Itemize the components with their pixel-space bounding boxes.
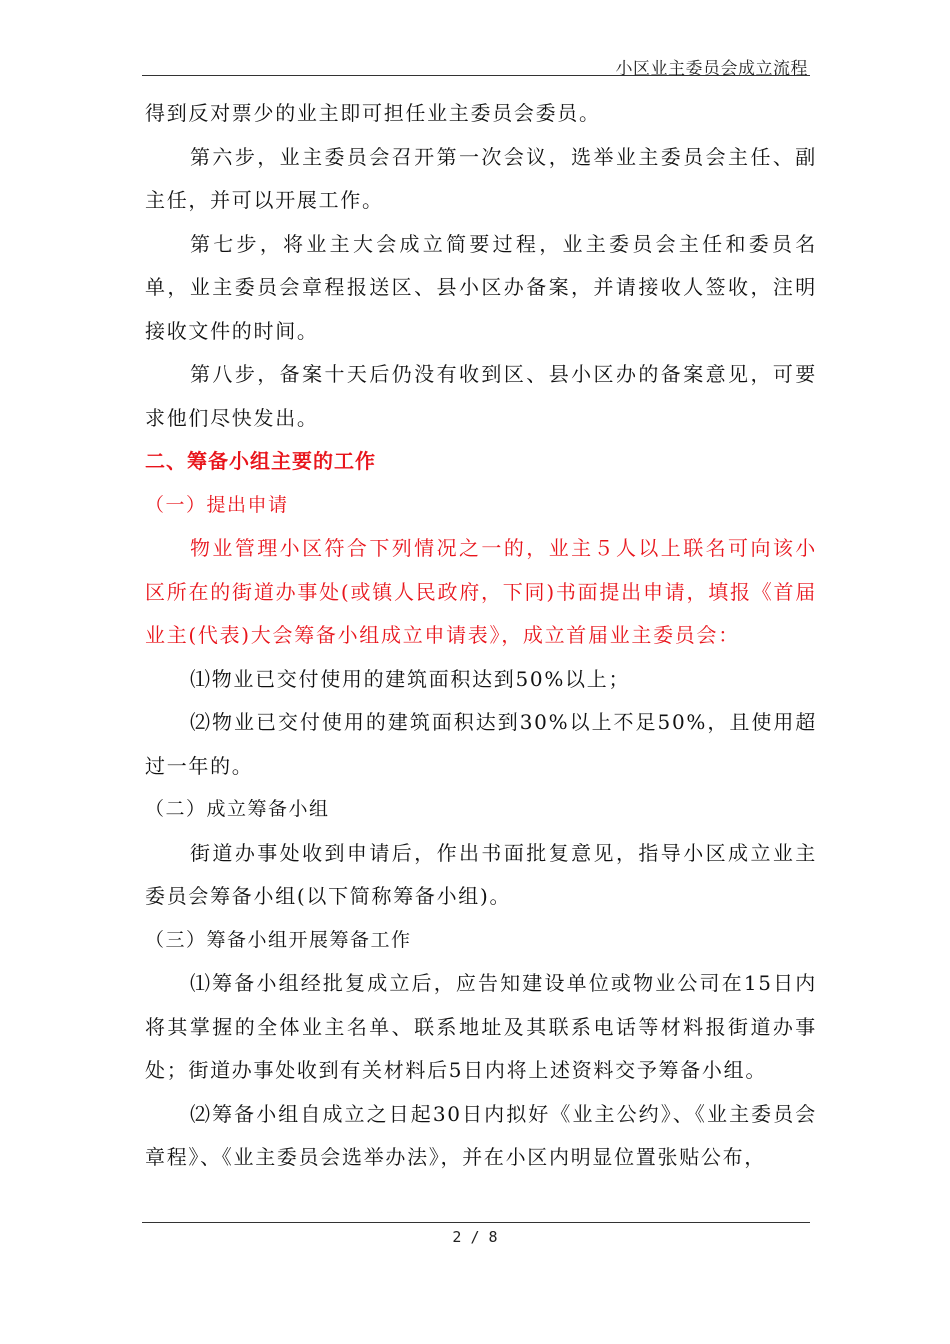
paragraph-step-seven: 第七步，将业主大会成立简要过程，业主委员会主任和委员名单，业主委员会章程报送区、县小区办备案，并请接收人签收，注明接收文件的时间。 [145, 231, 817, 343]
subheading-establish-group: （二）成立筹备小组 [145, 798, 330, 820]
page-number: 2 / 8 [452, 1228, 498, 1246]
paragraph-continuation: 得到反对票少的业主即可担任业主委员会委员。 [145, 101, 601, 125]
header-divider [142, 75, 810, 76]
subheading-group-work: （三）筹备小组开展筹备工作 [145, 928, 412, 951]
footer-divider [142, 1222, 810, 1223]
list-item-condition-1: ⑴物业已交付使用的建筑面积达到50%以上； [190, 666, 631, 691]
list-item-work-1: ⑴筹备小组经批复成立后，应告知建设单位或物业公司在15日内将其掌握的全体业主名单、联系地址及其联系电话等材料报街道办事处；街道办事处收到有关材料后5日内将上述资料交予筹备小组。 [145, 971, 817, 1082]
paragraph-street-office: 街道办事处收到申请后，作出书面批复意见，指导小区成立业主委员会筹备小组(以下简称筹备小组)。 [145, 840, 817, 908]
paragraph-step-eight: 第八步，备案十天后仍没有收到区、县小区办的备案意见，可要求他们尽快发出。 [145, 362, 817, 430]
paragraph-step-six: 第六步，业主委员会召开第一次会议，选举业主委员会主任、副主任，并可以开展工作。 [145, 144, 817, 212]
document-body [145, 92, 817, 1180]
document-header-title: 小区业主委员会成立流程 [615, 59, 808, 79]
section-heading-preparatory-work: 二、筹备小组主要的工作 [145, 449, 376, 473]
list-item-work-2: ⑵筹备小组自成立之日起30日内拟好《业主公约》、《业主委员会章程》、《业主委员会选举办法》，并在小区内明显位置张贴公布， [145, 1101, 817, 1169]
subheading-submit-application: （一）提出申请 [145, 493, 289, 516]
list-item-condition-2: ⑵物业已交付使用的建筑面积达到30%以上不足50%，且使用超过一年的。 [145, 710, 817, 778]
paragraph-application-conditions: 物业管理小区符合下列情况之一的，业主５人以上联名可向该小区所在的街道办事处(或镇人民政府，下同)书面提出申请，填报《首届业主(代表)大会筹备小组成立申请表》，成立首届业主委员会： [145, 536, 817, 647]
